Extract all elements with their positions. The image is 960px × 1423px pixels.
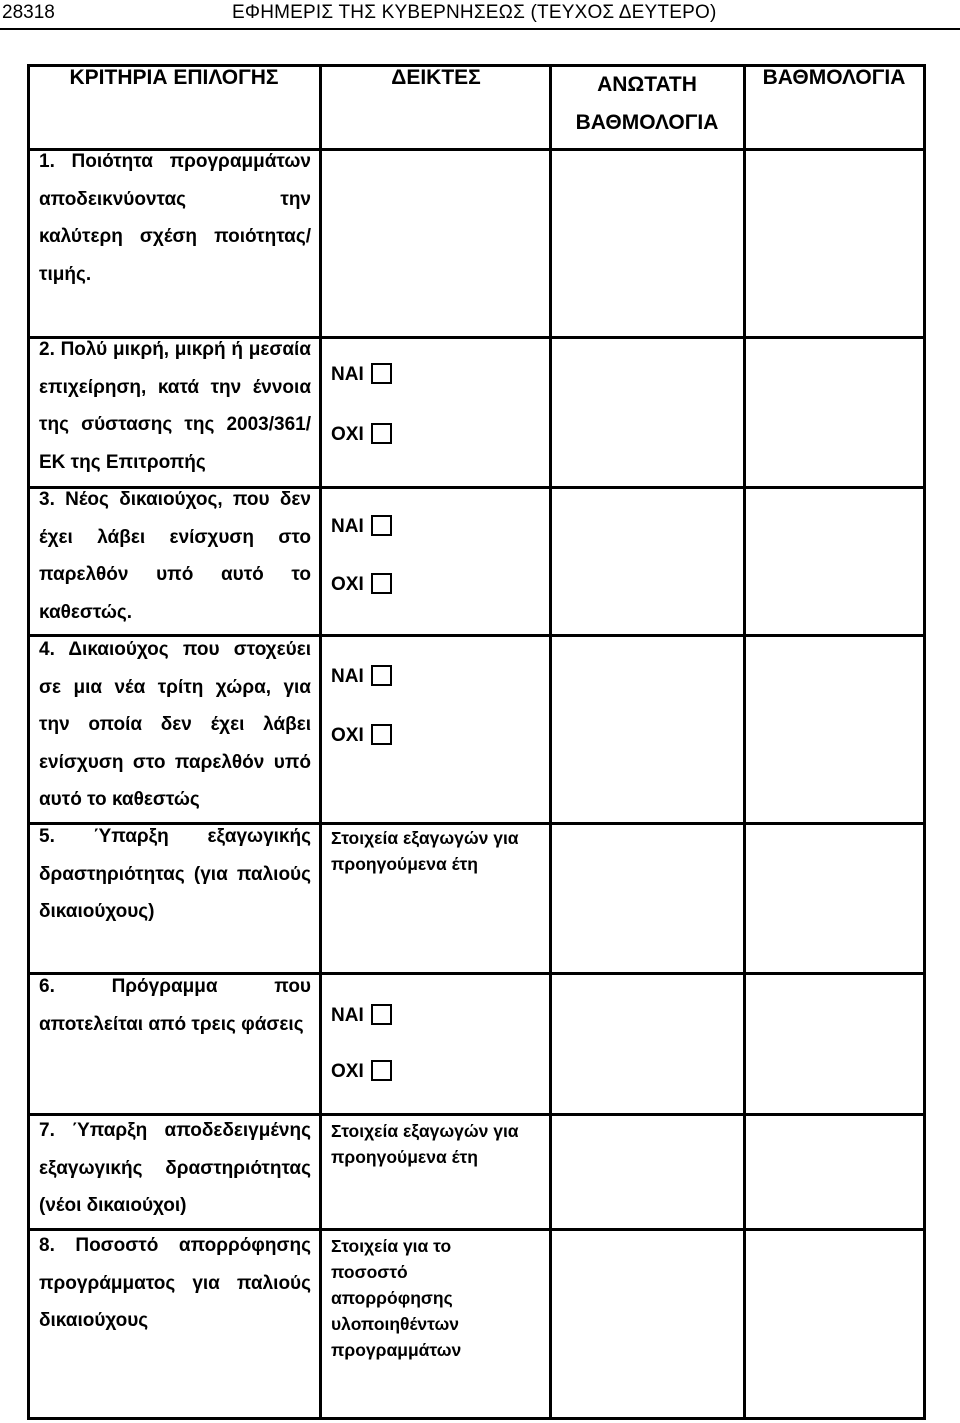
criterion-8: 8. Ποσοστό απορρόφησης προγράμματος για παλιούς δικαιούχους	[39, 1235, 311, 1331]
journal-title: ΕΦΗΜΕΡΙΣ ΤΗΣ ΚΥΒΕΡΝΗΣΕΩΣ (ΤΕΥΧΟΣ ΔΕΥΤΕΡΟ)	[232, 2, 717, 23]
no-label: ΟΧΙ	[331, 1061, 364, 1082]
no-label: ΟΧΙ	[331, 725, 364, 746]
header-rule	[0, 28, 960, 30]
yes-option-4[interactable]	[331, 663, 392, 691]
no-option-2[interactable]	[331, 421, 392, 449]
yes-label: ΝΑΙ	[331, 516, 364, 537]
column-header-indicators: ΔΕΙΚΤΕΣ	[391, 66, 481, 89]
yes-option-3[interactable]	[331, 513, 392, 541]
column-header-max-score: ΑΝΩΤΑΤΗ ΒΑΘΜΟΛΟΓΙΑ	[575, 73, 719, 134]
checkbox-icon[interactable]	[371, 363, 392, 384]
indicator-8: Στοιχεία για το ποσοστό απορρόφησης υλοποιηθέντων προγραμμάτων	[331, 1236, 462, 1360]
no-option-3[interactable]	[331, 571, 392, 599]
criterion-1: 1. Ποιότητα προγραμμάτων αποδεικνύοντας την καλύτερη σχέση ποιότητας/τιμής.	[39, 151, 311, 285]
table-border-left	[27, 64, 30, 1420]
criterion-3: 3. Νέος δικαιούχος, που δεν έχει λάβει ενίσχυση στο παρελθόν υπό αυτό το καθεστώς.	[39, 489, 311, 623]
column-header-score: ΒΑΘΜΟΛΟΓΙΑ	[762, 66, 906, 89]
column-divider	[549, 64, 552, 1420]
indicator-7: Στοιχεία εξαγωγών για προηγούμενα έτη	[331, 1121, 519, 1167]
column-divider	[319, 64, 322, 1420]
criterion-6: 6. Πρόγραμμα που αποτελείται από τρεις φάσεις	[39, 976, 311, 1035]
yes-label: ΝΑΙ	[331, 1005, 364, 1026]
yes-label: ΝΑΙ	[331, 666, 364, 687]
checkbox-icon[interactable]	[371, 724, 392, 745]
checkbox-icon[interactable]	[371, 665, 392, 686]
criterion-2: 2. Πολύ μικρή, μικρή ή μεσαία επιχείρηση, κατά την έννοια της σύστασης της 2003/361/ΕΚ της Επιτροπής	[39, 339, 311, 473]
yes-option-2[interactable]	[331, 361, 392, 389]
indicator-5: Στοιχεία εξαγωγών για προηγούμενα έτη	[331, 828, 519, 874]
page-number: 28318	[2, 2, 55, 23]
criterion-5: 5. Ύπαρξη εξαγωγικής δραστηριότητας (για παλιούς δικαιούχους)	[39, 826, 311, 922]
table-border-bottom	[27, 1417, 926, 1420]
column-divider	[743, 64, 746, 1420]
no-option-4[interactable]	[331, 722, 392, 750]
yes-label: ΝΑΙ	[331, 364, 364, 385]
table-border-right	[923, 64, 926, 1420]
criterion-4: 4. Δικαιούχος που στοχεύει σε μια νέα τρίτη χώρα, για την οποία δεν έχει λάβει ενίσχυση στο παρελθόν υπό αυτό το καθεστώς	[39, 639, 311, 810]
yes-option-6[interactable]	[331, 1002, 392, 1030]
page-header	[0, 0, 960, 30]
checkbox-icon[interactable]	[371, 515, 392, 536]
criterion-7: 7. Ύπαρξη αποδεδειγμένης εξαγωγικής δραστηριότητας (νέοι δικαιούχοι)	[39, 1120, 311, 1216]
column-header-criteria: ΚΡΙΤΗΡΙΑ ΕΠΙΛΟΓΗΣ	[69, 66, 279, 89]
checkbox-icon[interactable]	[371, 1004, 392, 1025]
no-label: ΟΧΙ	[331, 424, 364, 445]
checkbox-icon[interactable]	[371, 573, 392, 594]
checkbox-icon[interactable]	[371, 423, 392, 444]
no-label: ΟΧΙ	[331, 574, 364, 595]
checkbox-icon[interactable]	[371, 1060, 392, 1081]
no-option-6[interactable]	[331, 1058, 392, 1086]
